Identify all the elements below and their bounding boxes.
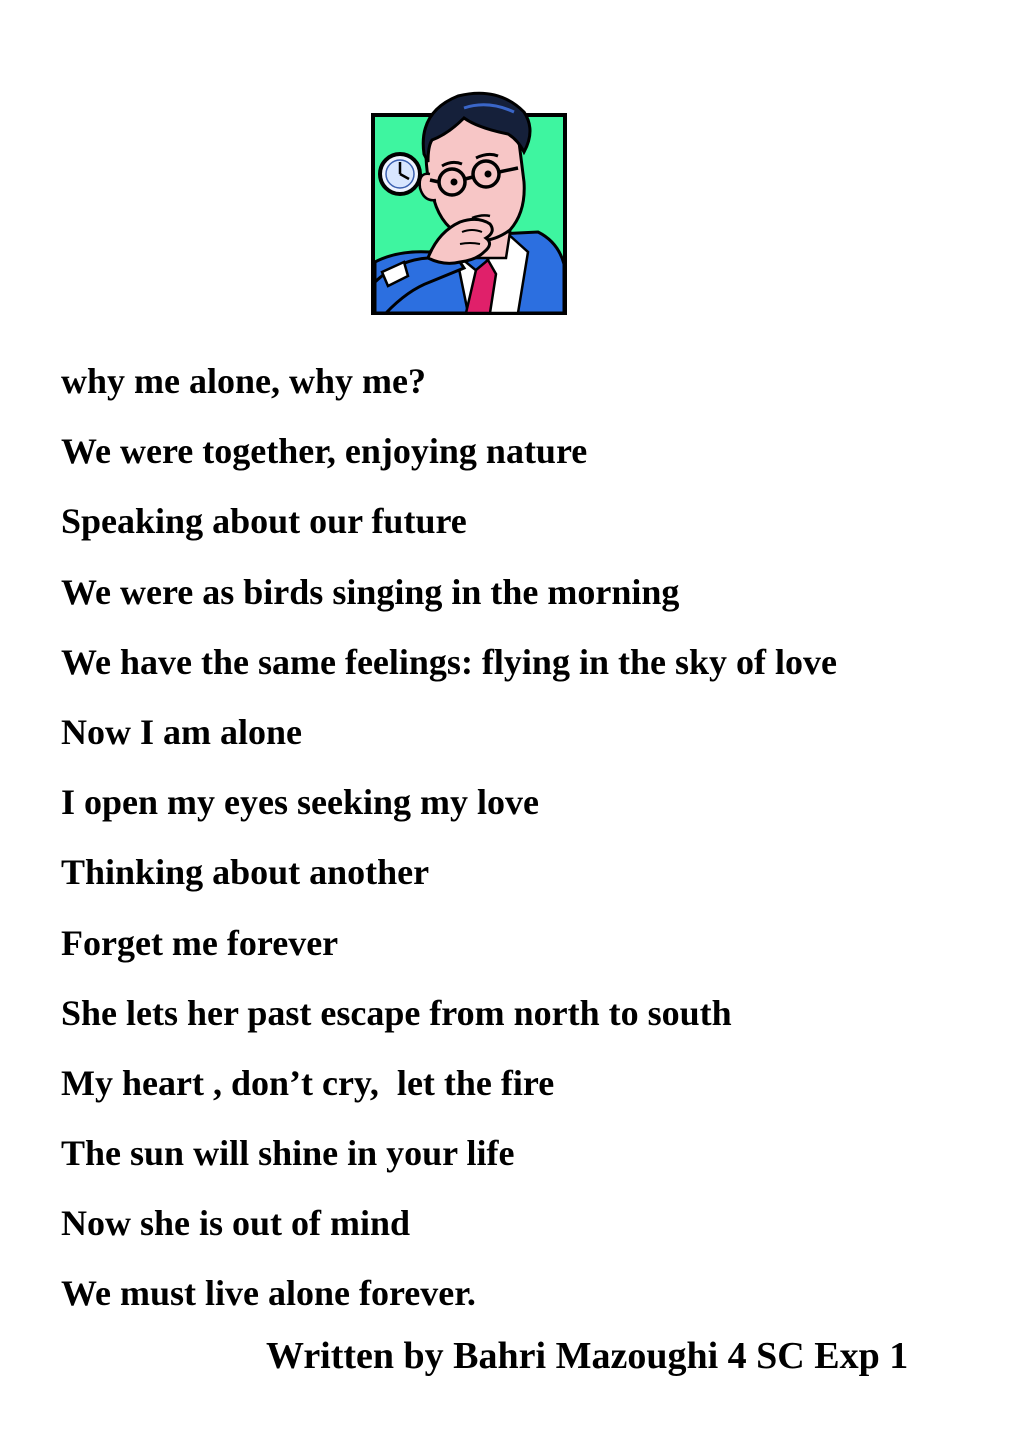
- poem-line: The sun will shine in your life: [61, 1133, 515, 1174]
- poem-line: Now she is out of mind: [61, 1203, 411, 1244]
- poem-line: She lets her past escape from north to south: [61, 992, 732, 1033]
- poem-line: We have the same feelings: flying in the sky of love: [61, 641, 837, 682]
- author-signature: Written by Bahri Mazoughi 4 SC Exp 1: [266, 1335, 909, 1377]
- thinking-man-icon: [368, 82, 570, 318]
- poem-line: We were as birds singing in the morning: [61, 571, 680, 612]
- poem-line: Now I am alone: [61, 711, 302, 752]
- poem-line: why me alone, why me?: [61, 361, 426, 401]
- poem-line: We must live alone forever.: [61, 1273, 476, 1314]
- poem-line: We were together, enjoying nature: [61, 431, 588, 472]
- clock-icon: [380, 154, 420, 194]
- poem-line: Forget me forever: [61, 922, 339, 963]
- poem: [61, 346, 981, 1329]
- poem-line: Speaking about our future: [61, 501, 467, 542]
- poem-line: My heart , don’t cry, let the fire: [61, 1062, 555, 1103]
- poem-line: I open my eyes seeking my love: [61, 782, 539, 823]
- poem-line: Thinking about another: [61, 852, 430, 893]
